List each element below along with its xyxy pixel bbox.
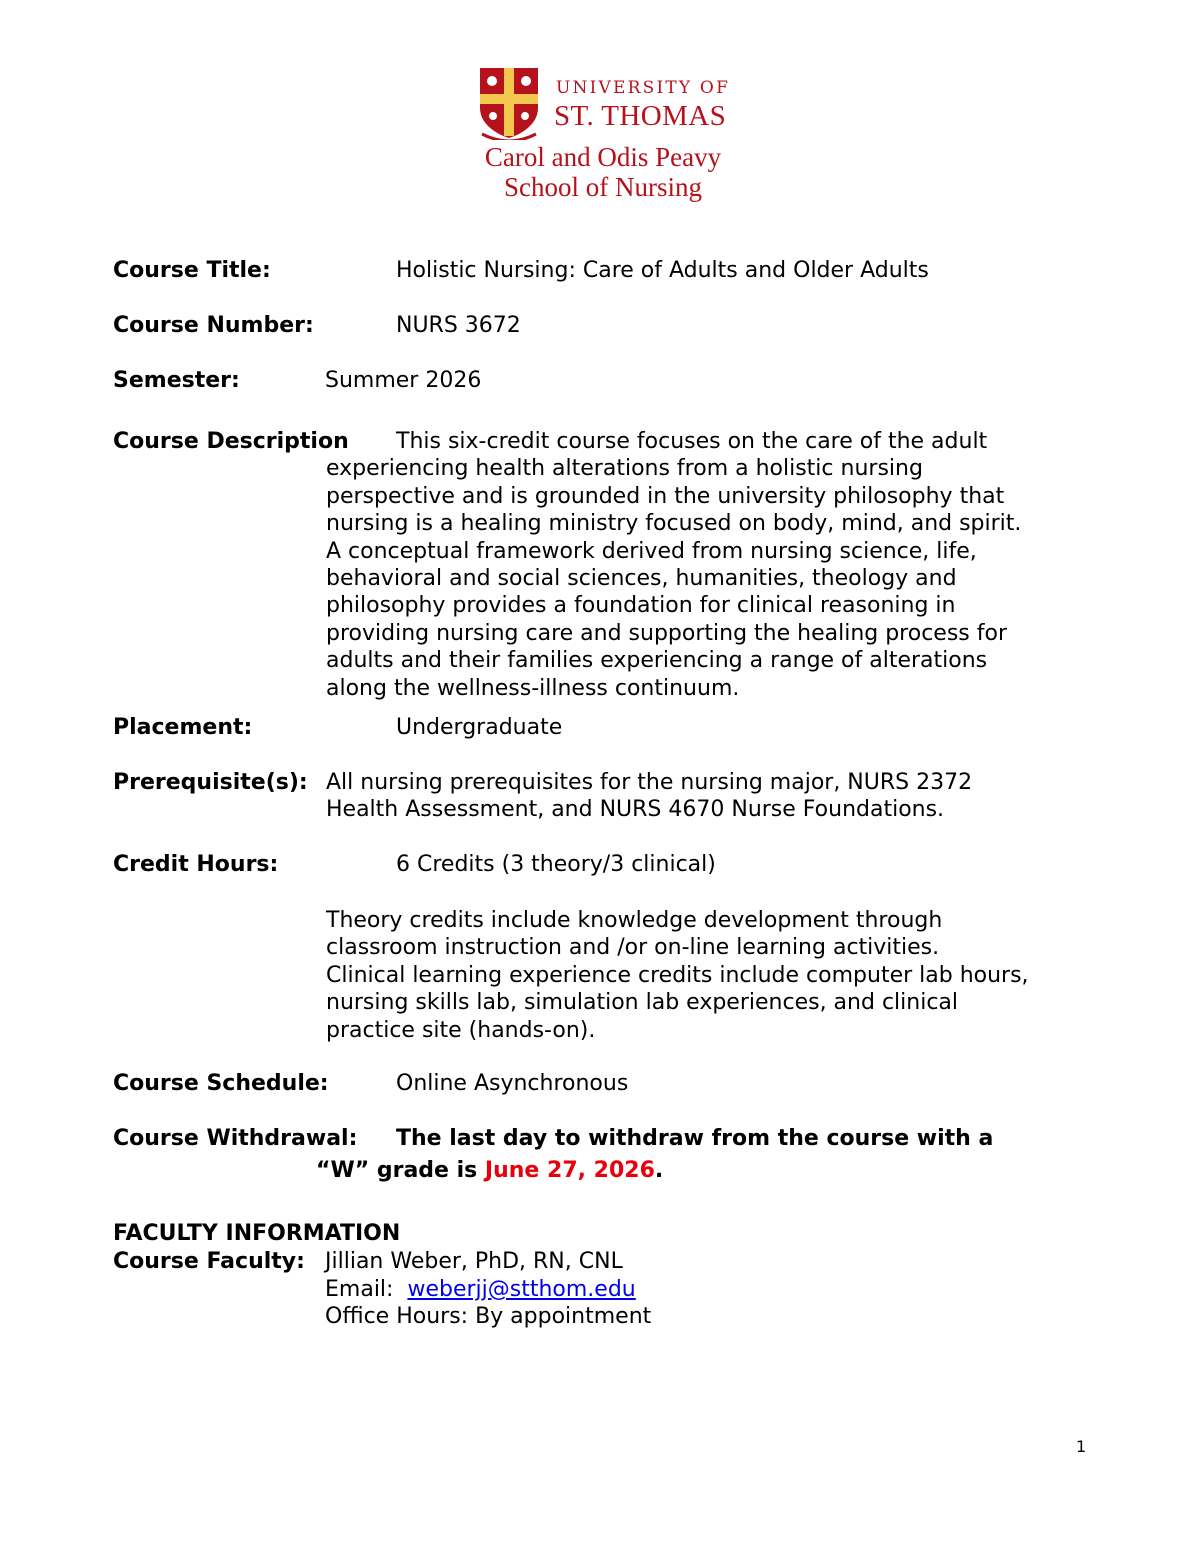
crest-icon [476,64,542,140]
faculty-email-row [325,1277,636,1302]
course-number-label: Course Number: [113,313,314,338]
description-line: behavioral and social sciences, humanities, theology and [326,566,957,592]
withdrawal-line1: The last day to withdraw from the course with a [396,1126,994,1151]
placement-label: Placement: [113,715,253,740]
university-logo [476,64,736,204]
description-line: philosophy provides a foundation for clinical reasoning in [326,593,956,619]
description-line: along the wellness-illness continuum. [326,675,740,701]
placement-value: Undergraduate [396,715,563,740]
prerequisites-label: Prerequisite(s): [113,770,308,795]
course-schedule-value: Online Asynchronous [396,1071,629,1096]
description-line: experiencing health alterations from a holistic nursing [326,456,923,482]
prerequisites-line: Health Assessment, and NURS 4670 Nurse Foundations. [326,797,945,823]
description-line: A conceptual framework derived from nursing science, life, [326,538,977,564]
office-hours: Office Hours: By appointment [325,1304,652,1329]
withdrawal-line2-prefix: “W” grade is [316,1158,485,1183]
faculty-heading: FACULTY INFORMATION [113,1221,401,1246]
withdrawal-line2 [316,1158,663,1183]
credit-detail-line: Theory credits include knowledge development through [326,908,943,933]
credit-hours-detail [326,907,1029,1044]
course-number-value: NURS 3672 [396,313,521,338]
course-title-label: Course Title: [113,258,271,283]
logo-university-of: UNIVERSITY OF [556,78,731,98]
withdrawal-date: June 27, 2026 [484,1158,655,1183]
faculty-name: Jillian Weber, PhD, RN, CNL [325,1249,623,1274]
credit-hours-value: 6 Credits (3 theory/3 clinical) [396,852,716,877]
course-description-label: Course Description [113,429,349,454]
logo-school-name-line1: Carol and Odis Peavy [484,142,722,172]
credit-hours-label: Credit Hours: [113,852,279,877]
email-label: Email: [325,1277,394,1302]
credit-detail-line: nursing skills lab, simulation lab experiences, and clinical [326,990,959,1016]
description-line: perspective and is grounded in the university philosophy that [326,483,1005,509]
description-line: nursing is a healing ministry focused on body, mind, and spirit. [326,511,1022,537]
prerequisites-line: All nursing prerequisites for the nursing major, NURS 2372 [326,770,973,795]
course-faculty-label: Course Faculty: [113,1249,305,1274]
course-withdrawal-label: Course Withdrawal: [113,1126,358,1151]
logo-school-name-line2: School of Nursing [504,172,702,202]
description-line: adults and their families experiencing a range of alterations [326,648,988,674]
semester-label: Semester: [113,368,240,393]
course-title-value: Holistic Nursing: Care of Adults and Older Adults [396,258,929,283]
description-line: This six-credit course focuses on the care of the adult [396,429,988,454]
prerequisites-text [326,769,972,824]
page-number: 1 [1076,1437,1087,1456]
withdrawal-line2-suffix: . [654,1158,664,1183]
semester-value: Summer 2026 [325,368,482,393]
course-description-text [326,428,1021,702]
credit-detail-line: classroom instruction and /or on-line learning activities. [326,935,940,961]
logo-st-thomas: ST. THOMAS [554,100,727,132]
description-line: providing nursing care and supporting the healing process for [326,620,1008,646]
course-schedule-label: Course Schedule: [113,1071,329,1096]
faculty-email-link[interactable]: weberjj@stthom.edu [407,1277,636,1302]
credit-detail-line: Clinical learning experience credits include computer lab hours, [326,962,1029,988]
credit-detail-line: practice site (hands-on). [326,1017,596,1043]
